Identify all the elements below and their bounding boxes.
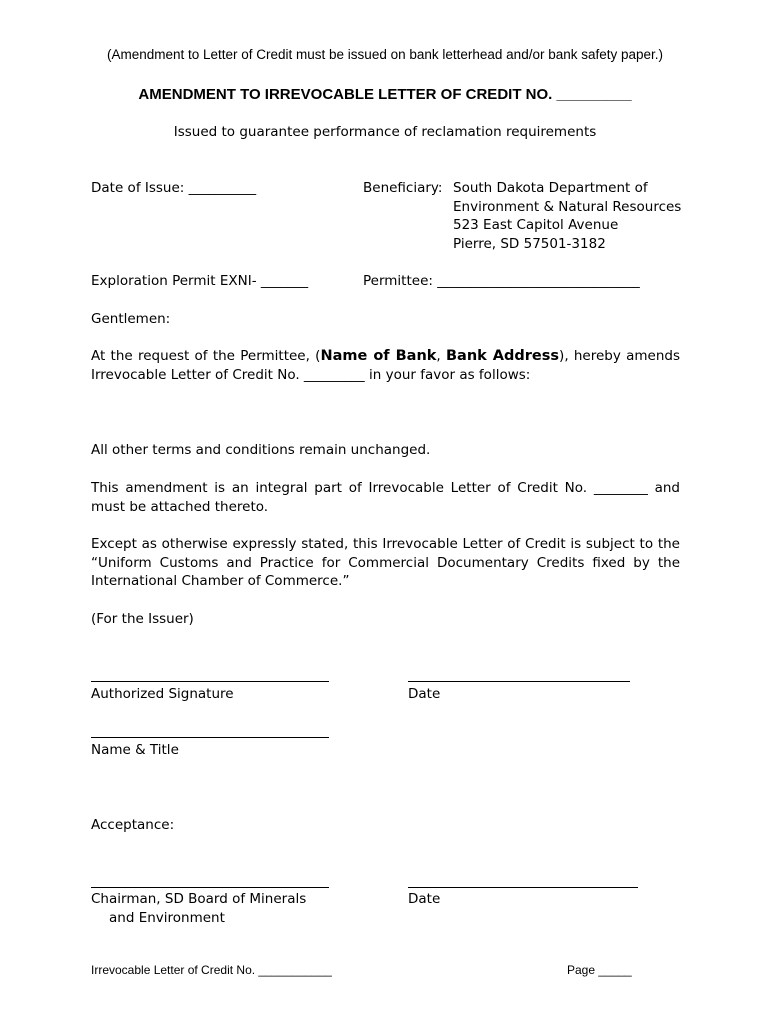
integral-part-paragraph: This amendment is an integral part of Irrevocable Letter of Credit No. ________ and must be attached thereto. (91, 480, 680, 515)
document-title: AMENDMENT TO IRREVOCABLE LETTER OF CREDIT NO. _________ (138, 86, 632, 103)
authorized-signature-label: Authorized Signature (91, 686, 234, 702)
beneficiary-line-1: South Dakota Department of (453, 180, 648, 196)
name-title-label: Name & Title (91, 742, 179, 758)
beneficiary-address (453, 179, 681, 253)
name-title-line (91, 737, 329, 738)
document-subtitle: Issued to guarantee performance of reclamation requirements (173, 124, 597, 140)
salutation: Gentlemen: (91, 311, 171, 327)
request-text-2: ), hereby amends Irrevocable Letter of Credit No. _________ in your favor as follows: (91, 348, 680, 383)
request-paragraph (91, 347, 680, 384)
ucp-paragraph: Except as otherwise expressly stated, this Irrevocable Letter of Credit is subject to the “Uniform Customs and Practice for Commercial Documentary Credits fixed by the International Chamber of Commerce.” (91, 536, 680, 589)
request-separator: , (436, 348, 446, 364)
date-of-issue-field: Date of Issue: __________ (91, 180, 257, 196)
bank-name-placeholder: Name of Bank (320, 348, 437, 364)
request-text-1: At the request of the Permittee, ( (91, 348, 321, 364)
acceptance-date-line (408, 887, 638, 888)
terms-unchanged-paragraph: All other terms and conditions remain unchanged. (91, 442, 431, 458)
chairman-label-line-2: and Environment (109, 909, 225, 926)
issuer-date-line (408, 681, 630, 682)
permittee-field: Permittee: ______________________________ (363, 273, 640, 289)
exploration-permit-field: Exploration Permit EXNI- _______ (91, 273, 309, 289)
chairman-signature-line (91, 887, 329, 888)
chairman-label (91, 890, 306, 927)
beneficiary-line-4: Pierre, SD 57501-3182 (453, 235, 606, 252)
footer-credit-number: Irrevocable Letter of Credit No. ___________ (91, 963, 332, 977)
bank-address-placeholder: Bank Address (445, 348, 560, 364)
for-the-issuer-label: (For the Issuer) (91, 611, 194, 627)
authorized-signature-line (91, 681, 329, 682)
letterhead-instruction: (Amendment to Letter of Credit must be issued on bank letterhead and/or bank safety paper.) (106, 47, 664, 62)
chairman-label-line-1: Chairman, SD Board of Minerals (91, 891, 307, 907)
issuer-date-label: Date (408, 686, 441, 702)
beneficiary-line-3: 523 East Capitol Avenue (453, 217, 619, 233)
beneficiary-label: Beneficiary: (363, 180, 443, 196)
beneficiary-line-2: Environment & Natural Resources (453, 198, 682, 215)
footer-page-number: Page _____ (567, 963, 632, 977)
acceptance-label: Acceptance: (91, 817, 175, 833)
acceptance-date-label: Date (408, 891, 441, 907)
